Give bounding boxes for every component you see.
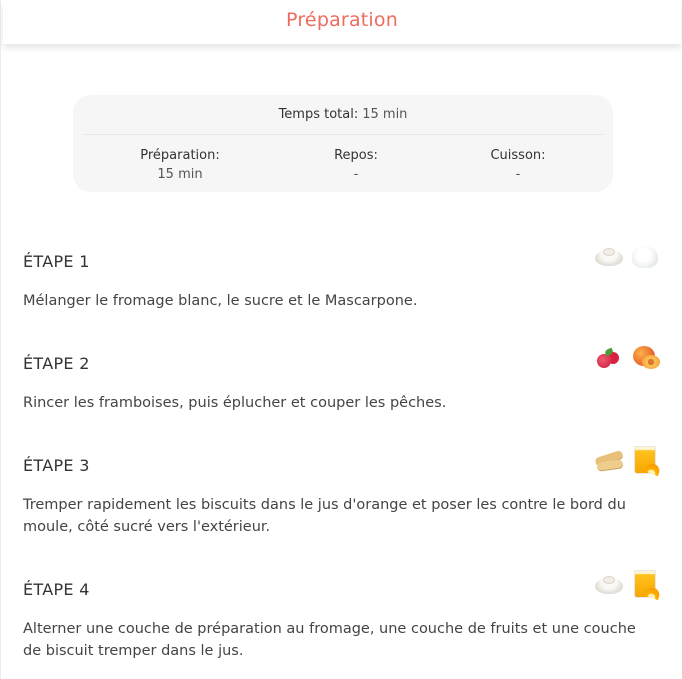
fromage-blanc-icon [593,240,625,272]
step-title: ÉTAPE 4 [23,580,90,599]
divider [83,134,603,135]
step-title: ÉTAPE 2 [23,354,90,373]
step-ingredients [593,568,661,600]
times-summary-card [73,95,613,192]
step-3 [23,456,663,538]
peach-icon [629,342,661,374]
prep-time [80,146,280,184]
times-breakdown [73,146,613,186]
step-ingredients [593,240,661,272]
step-text: Alterner une couche de préparation au fromage, une couche de fruits et une couche de biscuit tremper dans le jus. [23,621,636,659]
rest-time-label: Repos: [334,148,378,163]
rest-time-value: - [353,167,359,182]
step-ingredients [593,444,661,476]
prep-time-label: Préparation: [140,148,220,163]
step-2 [23,354,663,414]
cook-time-value: - [515,167,521,182]
biscuit-icon [593,444,625,476]
cook-time-label: Cuisson: [490,148,546,163]
step-title: ÉTAPE 3 [23,456,90,475]
prep-time-value: 15 min [157,167,203,182]
section-title: Préparation [286,9,398,31]
step-text: Mélanger le fromage blanc, le sucre et le Mascarpone. [23,293,418,309]
total-time [73,95,613,134]
step-ingredients [593,342,661,374]
fromage-blanc-icon [593,568,625,600]
orange-juice-icon [629,568,661,600]
step-1 [23,252,663,312]
step-text: Tremper rapidement les biscuits dans le jus d'orange et poser les contre le bord du moule, côté sucré vers l'extérieur. [23,497,626,535]
sugar-icon [629,240,661,272]
orange-juice-icon [629,444,661,476]
step-4 [23,580,663,662]
total-time-label: Temps total: [278,107,359,122]
total-time-value: 15 min [362,107,408,122]
step-text: Rincer les framboises, puis éplucher et couper les pêches. [23,395,447,411]
step-title: ÉTAPE 1 [23,252,90,271]
section-header [3,0,681,44]
cook-time [418,146,618,184]
raspberry-icon [593,342,625,374]
